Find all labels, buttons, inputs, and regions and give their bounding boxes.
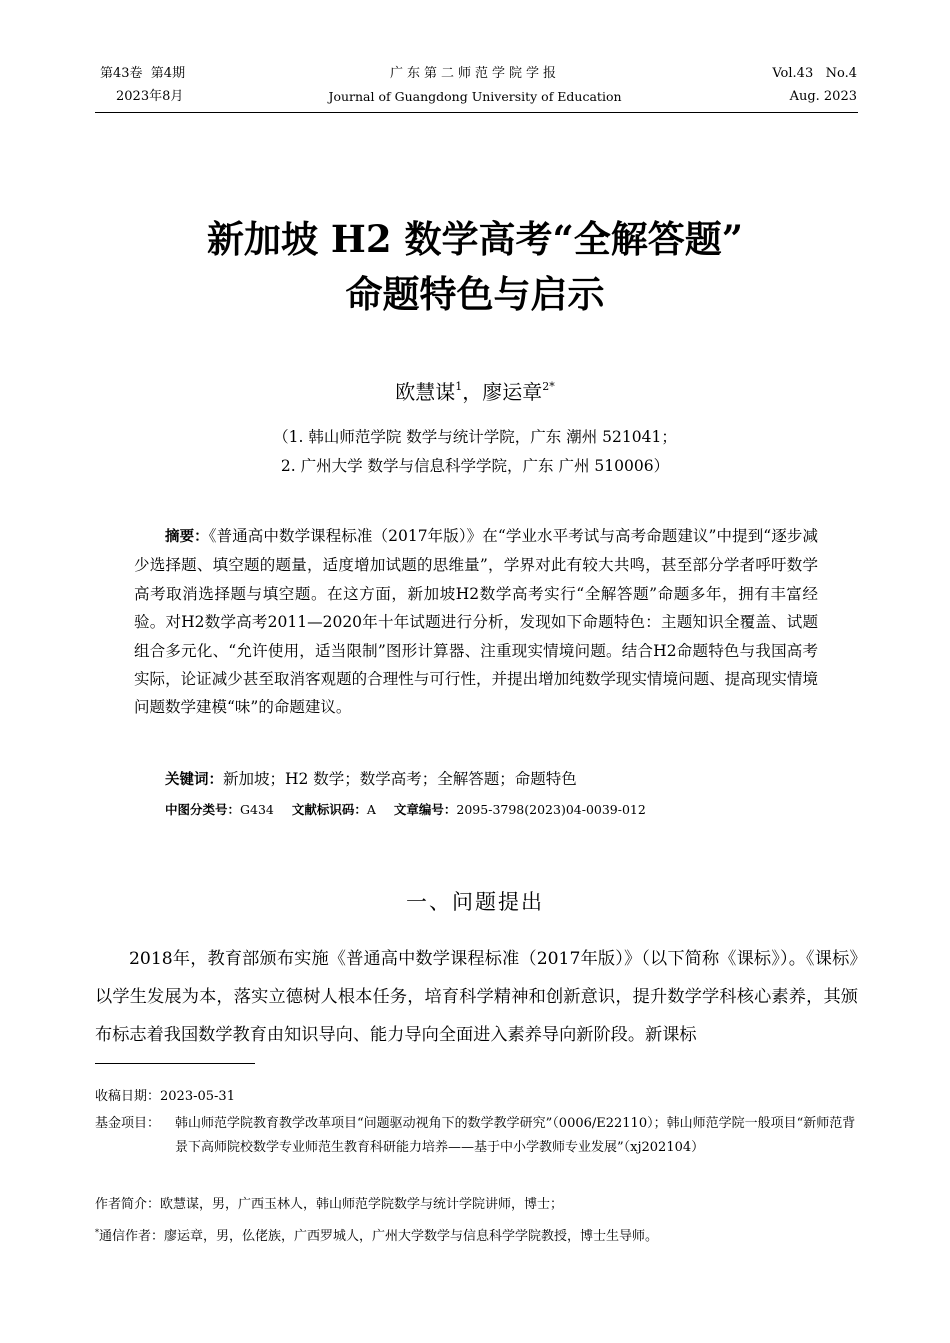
author-1-affil-mark: 1 (455, 380, 463, 393)
fund-text: 韩山师范学院教育教学改革项目“问题驱动视角下的数学教学研究”（0006/E22110）；韩山师范学院一般项目“新师范背景下高师院校数学专业师范生教育科研能力培养——基于中小学教师专业发展”（xj202104） (175, 1116, 856, 1155)
author-line (0, 374, 950, 405)
abstract-text: 《普通高中数学课程标准（2017年版）》在“学业水平考试与高考命题建议”中提到“逐步减少选择题、填空题的题量，适度增加试题的思维量”，学界对此有较大共鸣，甚至部分学者呼吁数学高考取消选择题与填空题。在这方面，新加坡H2数学高考实行“全解答题”命题多年，拥有丰富经验。对H2数学高考2011—2020年十年试题进行分析，发现如下命题特色：主题知识全覆盖、试题组合多元化、“允许使用，适当限制”图形计算器、注重现实情境问题。结合H2命题特色与我国高考实际，论证减少甚至取消客观题的合理性与可行性，并提出增加纯数学现实情境问题、提高现实情境问题数学建模“味”的命题建议。 (134, 527, 818, 717)
header-volume-block (772, 66, 857, 105)
author-1: 欧慧谋 (395, 380, 456, 404)
footnote-fund (95, 1112, 858, 1159)
author-2-affil-mark: 2* (542, 380, 555, 393)
corresponding-label: 通信作者： (99, 1229, 165, 1244)
article-title-line-1: 新加坡 H2 数学高考“全解答题” (206, 217, 744, 261)
abstract-label: 摘要： (165, 529, 209, 545)
clc-label: 中图分类号： (165, 802, 241, 817)
affiliation-2: 2. 广州大学 数学与信息科学学院，广东 广州 510006） (280, 457, 670, 475)
affiliation-1: （1. 韩山师范学院 数学与统计学院，广东 潮州 521041； (273, 428, 677, 446)
keywords-text: 新加坡；H2 数学；数学高考；全解答题；命题特色 (223, 770, 577, 788)
article-number-label: 文章编号： (393, 802, 457, 817)
classification-line (165, 800, 646, 820)
header-date: 2023年8月 (116, 89, 184, 104)
footnote-rule (95, 1063, 255, 1064)
footnote-received (95, 1085, 858, 1109)
article-title-line-2: 命题特色与启示 (345, 272, 605, 316)
body-paragraph: 2018年，教育部颁布实施《普通高中数学课程标准（2017年版）》（以下简称《课标》）。《课标》以学生发展为本，落实立德树人根本任务，培育科学精神和创新意识，提升数学学科核心素养，其颁布标志着我国数学教育由知识导向、能力导向全面进入素养导向新阶段。新课标 (95, 949, 858, 1045)
author-bio-text: 欧慧谋，男，广西玉林人，韩山师范学院数学与统计学院讲师，博士； (160, 1197, 564, 1212)
fund-label: 基金项目： (95, 1116, 161, 1131)
received-date: 2023-05-31 (160, 1089, 235, 1104)
header-journal-en: Journal of Guangdong University of Education (328, 89, 622, 104)
footnote-corresponding (95, 1221, 858, 1249)
doc-code-label: 文献标识码： (291, 802, 367, 817)
corresponding-mark: * (95, 1228, 99, 1237)
header-volume: Vol.43 No.4 (772, 66, 857, 81)
author-bio-label: 作者简介： (95, 1197, 161, 1212)
author-2: 廖运章 (482, 380, 543, 404)
section-heading: 一、问题提出 (406, 890, 544, 914)
corresponding-text: 廖运章，男，仫佬族，广西罗城人，广州大学数学与信息科学学院教授，博士生导师。 (164, 1229, 659, 1244)
author-separator: ， (462, 380, 483, 404)
keywords-label: 关键词： (165, 772, 223, 788)
clc-value: G434 (240, 802, 274, 817)
header-issue: 第43卷 第4期 (100, 66, 186, 81)
abstract (134, 522, 818, 722)
keywords (165, 768, 577, 791)
article-number-value: 2095-3798(2023)04-0039-012 (456, 802, 646, 817)
footnote-author (95, 1193, 858, 1217)
received-label: 收稿日期： (95, 1089, 161, 1104)
header-month: Aug. 2023 (789, 89, 857, 104)
doc-code-value: A (366, 802, 376, 817)
header-rule (95, 112, 858, 113)
header-journal-cn: 广东第二师范学院学报 (389, 66, 560, 81)
